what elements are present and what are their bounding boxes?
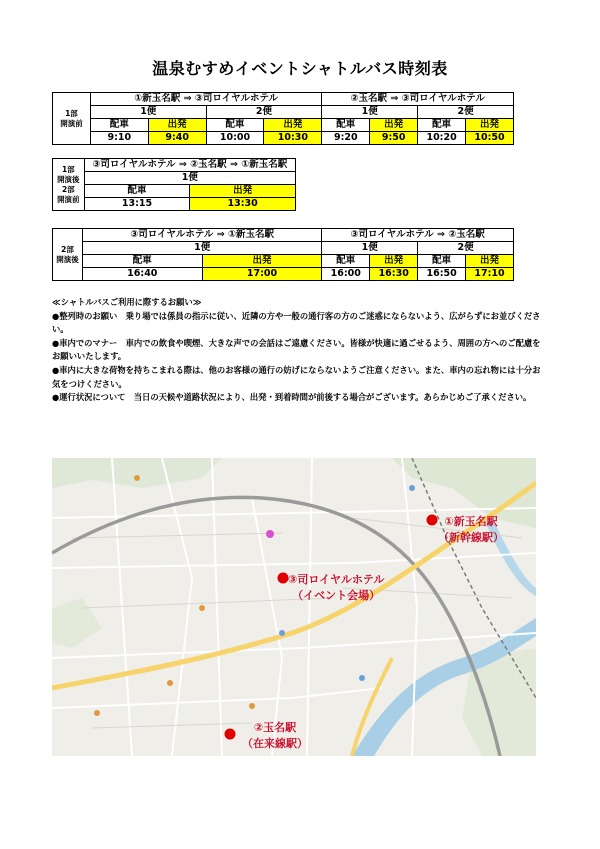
label-line: （新幹線駅） xyxy=(438,531,504,544)
dispatch-label: 配車 xyxy=(84,185,190,198)
label-line: ①新玉名駅 xyxy=(444,515,498,528)
timetable-part2-after xyxy=(52,228,514,281)
trip-label: 1便 xyxy=(84,172,295,185)
dispatch-time: 10:20 xyxy=(418,132,466,145)
note-item: ●運行状況について 当日の天候や道路状況により、出発・到着時間が前後する場合がございます。あらかじめご了承ください。 xyxy=(52,392,532,403)
hotel-label xyxy=(288,572,384,604)
dispatch-label: 配車 xyxy=(322,119,370,132)
departure-label: 出発 xyxy=(370,119,418,132)
trip-label: 1便 xyxy=(90,106,206,119)
trip-label: 1便 xyxy=(82,242,321,255)
route-header: ③司ロイヤルホテル ⇒ ①新玉名駅 xyxy=(82,229,321,242)
dispatch-time: 13:15 xyxy=(84,198,190,211)
notes-heading: ≪シャトルバスご利用に際するお願い≫ xyxy=(52,297,202,307)
route-header: ①新玉名駅 ⇒ ③司ロイヤルホテル xyxy=(90,93,321,106)
dispatch-time: 9:20 xyxy=(322,132,370,145)
page-title: 温泉むすめイベントシャトルバス時刻表 xyxy=(152,59,448,78)
trip-label: 2便 xyxy=(418,106,514,119)
departure-time: 9:50 xyxy=(370,132,418,145)
dispatch-label: 配車 xyxy=(418,255,466,268)
route-header: ②玉名駅 ⇒ ③司ロイヤルホテル xyxy=(322,93,514,106)
departure-time: 10:50 xyxy=(466,132,514,145)
dispatch-time: 16:00 xyxy=(322,268,370,281)
note-item: ●車内でのマナー 車内での飲食や喫煙、大きな声での会話はご遠慮ください。皆様が快適に過ごせるよう、周囲の方へのご配慮をお願いいたします。 xyxy=(52,337,541,362)
departure-time: 13:30 xyxy=(190,198,296,211)
timetable-part1-before xyxy=(52,92,514,145)
label-line: （イベント会場） xyxy=(292,589,381,602)
dispatch-label: 配車 xyxy=(418,119,466,132)
tamana-marker xyxy=(225,729,236,740)
label-line: ②玉名駅 xyxy=(253,721,297,734)
route-header: ③司ロイヤルホテル ⇒ ②玉名駅 xyxy=(322,229,514,242)
trip-label: 1便 xyxy=(322,242,418,255)
departure-label: 出発 xyxy=(466,119,514,132)
departure-time: 17:00 xyxy=(202,268,322,281)
shintamana-station-label xyxy=(438,514,504,546)
departure-time: 17:10 xyxy=(466,268,514,281)
dispatch-time: 16:40 xyxy=(82,268,202,281)
departure-label: 出発 xyxy=(264,119,322,132)
section-label: 1部 開演前 xyxy=(53,93,91,145)
tamana-station-label xyxy=(242,720,308,752)
dispatch-label: 配車 xyxy=(90,119,148,132)
departure-time: 16:30 xyxy=(370,268,418,281)
departure-time: 10:30 xyxy=(264,132,322,145)
dispatch-time: 16:50 xyxy=(418,268,466,281)
dispatch-label: 配車 xyxy=(322,255,370,268)
departure-label: 出発 xyxy=(148,119,206,132)
section-label: 1部 開演後 2部 開演前 xyxy=(53,159,85,211)
dispatch-label: 配車 xyxy=(82,255,202,268)
route-header: ③司ロイヤルホテル ⇒ ②玉名駅 ⇒ ①新玉名駅 xyxy=(84,159,295,172)
dispatch-time: 10:00 xyxy=(206,132,264,145)
label-line: ③司ロイヤルホテル xyxy=(288,573,385,586)
trip-label: 2便 xyxy=(206,106,322,119)
usage-notes xyxy=(52,296,548,405)
section-label: 2部 開演後 xyxy=(53,229,83,281)
departure-label: 出発 xyxy=(466,255,514,268)
dispatch-time: 9:10 xyxy=(90,132,148,145)
area-map xyxy=(52,458,536,756)
departure-label: 出発 xyxy=(190,185,296,198)
departure-time: 9:40 xyxy=(148,132,206,145)
shintamana-marker xyxy=(427,515,438,526)
label-line: （在来線駅） xyxy=(242,737,308,750)
departure-label: 出発 xyxy=(370,255,418,268)
note-item: ●整列時のお願い 乗り場では係員の指示に従い、近隣の方や一般の通行客の方のご迷惑にならないよう、広がらずにお並びください。 xyxy=(52,310,541,335)
timetable-part1-after xyxy=(52,158,296,211)
trip-label: 2便 xyxy=(418,242,514,255)
dispatch-label: 配車 xyxy=(206,119,264,132)
trip-label: 1便 xyxy=(322,106,418,119)
map-background xyxy=(52,458,536,756)
hotel-marker xyxy=(278,573,289,584)
departure-label: 出発 xyxy=(202,255,322,268)
note-item: ●車内に大きな荷物を持ちこまれる際は、他のお客様の通行の妨げにならないようご注意ください。また、車内の忘れ物には十分お気をつけください。 xyxy=(52,364,541,389)
